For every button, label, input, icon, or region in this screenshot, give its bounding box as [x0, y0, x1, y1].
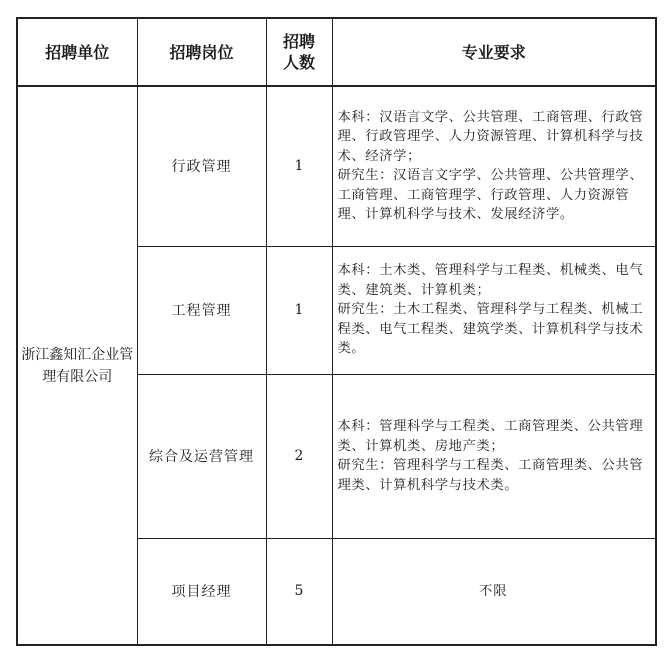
requirement-cell [332, 374, 656, 538]
header-requirement: 专业要求 [332, 18, 656, 86]
count-cell: 1 [266, 86, 332, 246]
position-cell: 行政管理 [137, 86, 266, 246]
header-unit: 招聘单位 [17, 18, 137, 86]
header-position: 招聘岗位 [137, 18, 266, 86]
requirement-undergrad: 本科：汉语言文学、公共管理、工商管理、行政管理、行政管理学、人力资源管理、计算机科学与技术、经济学； [337, 109, 644, 164]
requirement-graduate: 研究生：土木工程类、管理科学与工程类、机械工程类、电气工程类、建筑学类、计算机科学与技术类。 [337, 302, 644, 357]
unit-name: 浙江鑫知汇企业管理有限公司 [21, 346, 134, 385]
table-header [17, 18, 656, 86]
requirement-any: 不限 [478, 583, 508, 599]
header-count [266, 18, 332, 86]
requirement-graduate: 研究生：汉语言文字学、公共管理、公共管理学、工商管理、工商管理学、行政管理、人力资源管理、计算机科学与技术、发展经济学。 [337, 168, 644, 223]
requirement-cell [332, 246, 656, 374]
unit-name-cell [17, 86, 137, 645]
requirement-undergrad: 本科：土木类、管理科学与工程类、机械类、电气类、建筑类、计算机类； [337, 263, 644, 298]
position-cell: 综合及运营管理 [137, 374, 266, 538]
requirement-cell [332, 538, 656, 645]
requirement-cell [332, 86, 656, 246]
position-cell: 工程管理 [137, 246, 266, 374]
count-cell: 1 [266, 246, 332, 374]
position-cell: 项目经理 [137, 538, 266, 645]
header-count-label: 招聘人数 [282, 32, 315, 72]
recruitment-table [16, 17, 657, 646]
count-cell: 5 [266, 538, 332, 645]
table-row [17, 86, 656, 246]
requirement-undergrad: 本科：管理科学与工程类、工商管理类、公共管理类、计算机类、房地产类； [337, 419, 644, 454]
requirement-graduate: 研究生：管理科学与工程类、工商管理类、公共管理类、计算机科学与技术类。 [337, 458, 644, 493]
count-cell: 2 [266, 374, 332, 538]
